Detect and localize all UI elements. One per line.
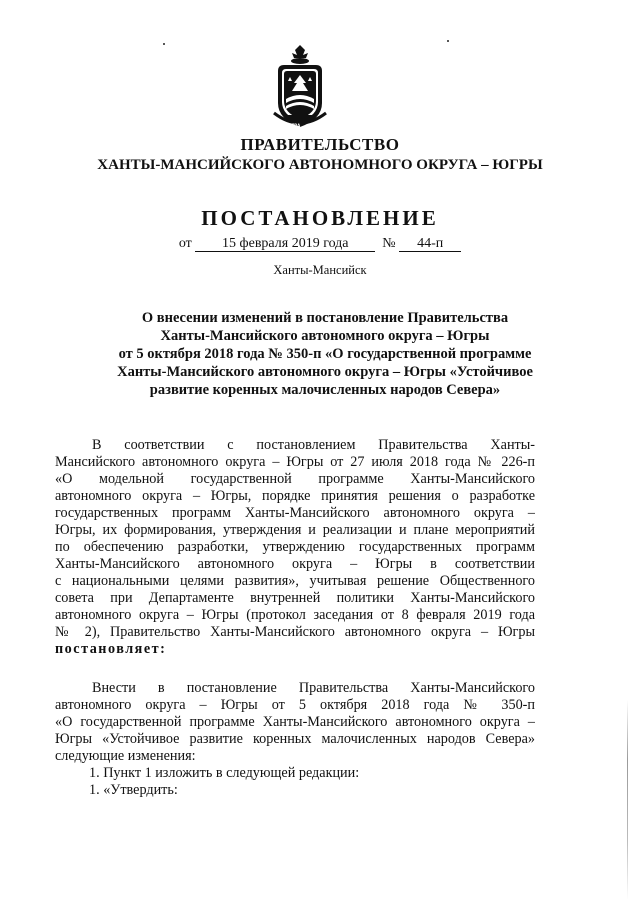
decree-date: 15 февраля 2019 года [195, 236, 375, 252]
paragraph-line: автономного округа – Югры (протокол заседания от 8 февраля 2019 года [55, 607, 535, 623]
resolves-word: постановляет: [55, 641, 167, 657]
paragraph-line: автономного округа – Югры, порядке принятия решения о разработке [55, 488, 535, 504]
decree-number: 44-п [399, 236, 461, 252]
paragraph-line: совета при Департаменте внутренней политики Ханты-Мансийского [55, 590, 535, 606]
paragraph-line: автономного округа – Югры от 5 октября 2018 года № 350-п [55, 697, 535, 713]
subject-line: Ханты-Мансийского автономного округа – Югры [160, 328, 490, 344]
paragraph-line: Внести в постановление Правительства Ханты-Мансийского [92, 680, 535, 696]
government-title: ПРАВИТЕЛЬСТВО [240, 135, 400, 154]
decree-date-line [0, 236, 640, 252]
decree-subject [80, 309, 570, 399]
paragraph-line: Югры, их формирования, утверждения и реализации и плане мероприятий [55, 522, 535, 538]
scan-edge-line [627, 700, 628, 900]
subject-line: развитие коренных малочисленных народов Севера» [149, 382, 501, 398]
emblem-ribbon-text: ЮГРА [287, 123, 301, 128]
paragraph-line: В соответствии с постановлением Правительства Ханты- [92, 437, 535, 453]
paragraph-line: по обеспечению разработки, утверждению государственных программ [55, 539, 535, 555]
amendment-paragraph [55, 680, 535, 799]
coat-of-arms-emblem [270, 43, 330, 131]
paragraph-line: «О государственной программе Ханты-Мансийского автономного округа – [55, 714, 535, 730]
preamble-paragraph [55, 437, 535, 658]
amendment-subitem: 1. «Утвердить: [89, 782, 178, 798]
scan-speck [163, 43, 165, 45]
paragraph-line: Югры «Устойчивое развитие коренных малочисленных народов Севера» [55, 731, 535, 747]
decree-city: Ханты-Мансийск [273, 263, 367, 277]
paragraph-line: № 2), Правительство Ханты-Мансийского автономного округа – Югры [55, 624, 535, 640]
subject-line: О внесении изменений в постановление Правительства [141, 310, 509, 326]
decree-title: ПОСТАНОВЛЕНИЕ [201, 206, 439, 230]
date-prefix: от [178, 236, 192, 251]
paragraph-line: Мансийского автономного округа – Югры от 27 июля 2018 года № 226-п [55, 454, 535, 470]
subject-line: Ханты-Мансийского автономного округа – Югры «Устойчивое [117, 364, 533, 380]
scan-speck [447, 40, 449, 42]
paragraph-line: следующие изменения: [55, 748, 196, 764]
government-region: ХАНТЫ-МАНСИЙСКОГО АВТОНОМНОГО ОКРУГА – ЮГРЫ [97, 157, 543, 173]
paragraph-line: с национальными целями развития», учитывая решение Общественного [55, 573, 535, 589]
paragraph-line: Ханты-Мансийского автономного округа – Югры в соответствии [55, 556, 535, 572]
subject-line: от 5 октября 2018 года № 350-п «О государственной программе [118, 346, 532, 362]
paragraph-line: «О модельной государственной программе Ханты-Мансийского [55, 471, 535, 487]
paragraph-line: государственных программ Ханты-Мансийского автономного округа – [55, 505, 535, 521]
number-prefix: № [382, 236, 396, 251]
amendment-item: 1. Пункт 1 изложить в следующей редакции: [89, 765, 360, 781]
